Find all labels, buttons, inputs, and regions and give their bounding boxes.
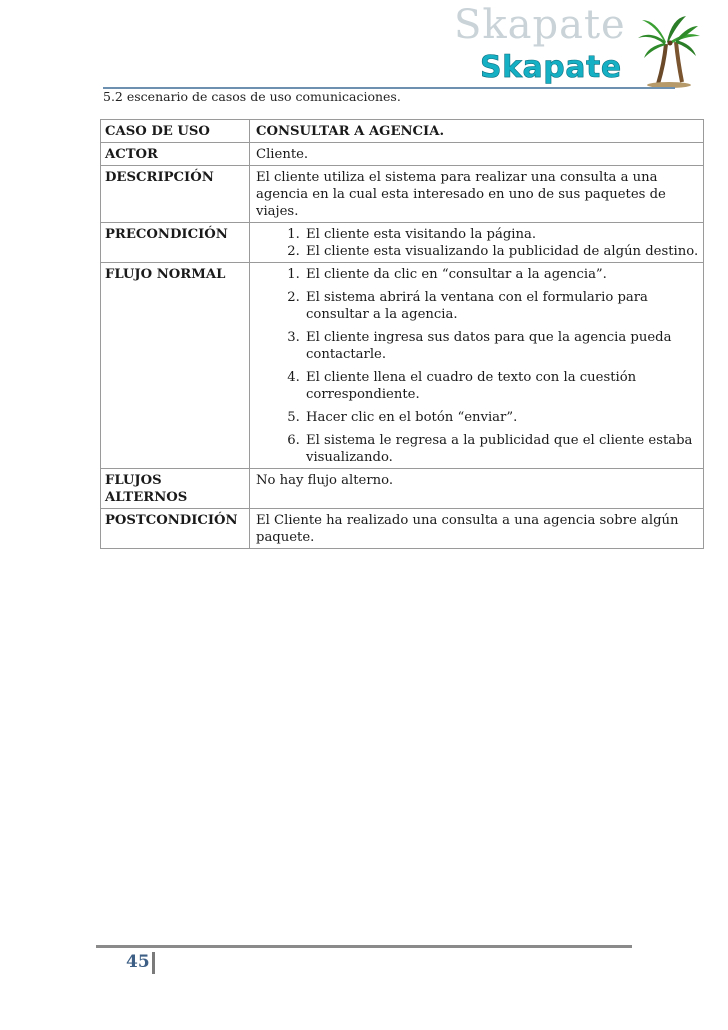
list-item: 3. El cliente ingresa sus datos para que la agencia pueda contactarle. bbox=[304, 329, 699, 363]
row-value: CONSULTAR A AGENCIA. bbox=[250, 120, 704, 143]
table-row bbox=[101, 143, 704, 166]
palm-tree-icon bbox=[636, 12, 702, 88]
use-case-table bbox=[100, 119, 704, 549]
row-label: CASO DE USO bbox=[101, 120, 250, 143]
row-value: El Cliente ha realizado una consulta a una agencia sobre algún paquete. bbox=[250, 509, 704, 549]
skapate-logo bbox=[440, 2, 700, 90]
row-label: DESCRIPCIÓN bbox=[101, 166, 250, 223]
row-label: ACTOR bbox=[101, 143, 250, 166]
row-value: El cliente utiliza el sistema para realizar una consulta a una agencia en la cual esta interesado en uno de sus paquetes de viajes. bbox=[250, 166, 704, 223]
table-row bbox=[101, 223, 704, 263]
footer-divider bbox=[96, 945, 632, 948]
list-item: 4. El cliente llena el cuadro de texto con la cuestión correspondiente. bbox=[304, 369, 699, 403]
list-item: 1. El cliente esta visitando la página. bbox=[304, 226, 699, 243]
precondition-list bbox=[256, 226, 699, 260]
table-row bbox=[101, 120, 704, 143]
list-item: 2. El sistema abrirá la ventana con el formulario para consultar a la agencia. bbox=[304, 289, 699, 323]
list-item: 2. El cliente esta visualizando la publicidad de algún destino. bbox=[304, 243, 699, 260]
page-number-bar bbox=[152, 952, 155, 974]
table-row bbox=[101, 263, 704, 469]
row-value: Cliente. bbox=[250, 143, 704, 166]
list-item: 1. El cliente da clic en “consultar a la agencia”. bbox=[304, 266, 699, 283]
table-row bbox=[101, 509, 704, 549]
logo-main-text: Skapate bbox=[480, 50, 622, 85]
normal-flow-list bbox=[256, 266, 699, 466]
row-label: FLUJO NORMAL bbox=[101, 263, 250, 469]
table-row bbox=[101, 469, 704, 509]
section-title: 5.2 escenario de casos de uso comunicaciones. bbox=[103, 89, 401, 104]
page-number: 45 bbox=[126, 952, 150, 972]
row-label: PRECONDICIÓN bbox=[101, 223, 250, 263]
list-item: 5. Hacer clic en el botón “enviar”. bbox=[304, 409, 699, 426]
row-steps bbox=[250, 223, 704, 263]
logo-ghost-text: Skapate bbox=[454, 2, 626, 48]
row-value: No hay flujo alterno. bbox=[250, 469, 704, 509]
list-item: 6. El sistema le regresa a la publicidad que el cliente estaba visualizando. bbox=[304, 432, 699, 466]
row-label: POSTCONDICIÓN bbox=[101, 509, 250, 549]
row-label: FLUJOS ALTERNOS bbox=[101, 469, 250, 509]
table-row bbox=[101, 166, 704, 223]
row-steps bbox=[250, 263, 704, 469]
